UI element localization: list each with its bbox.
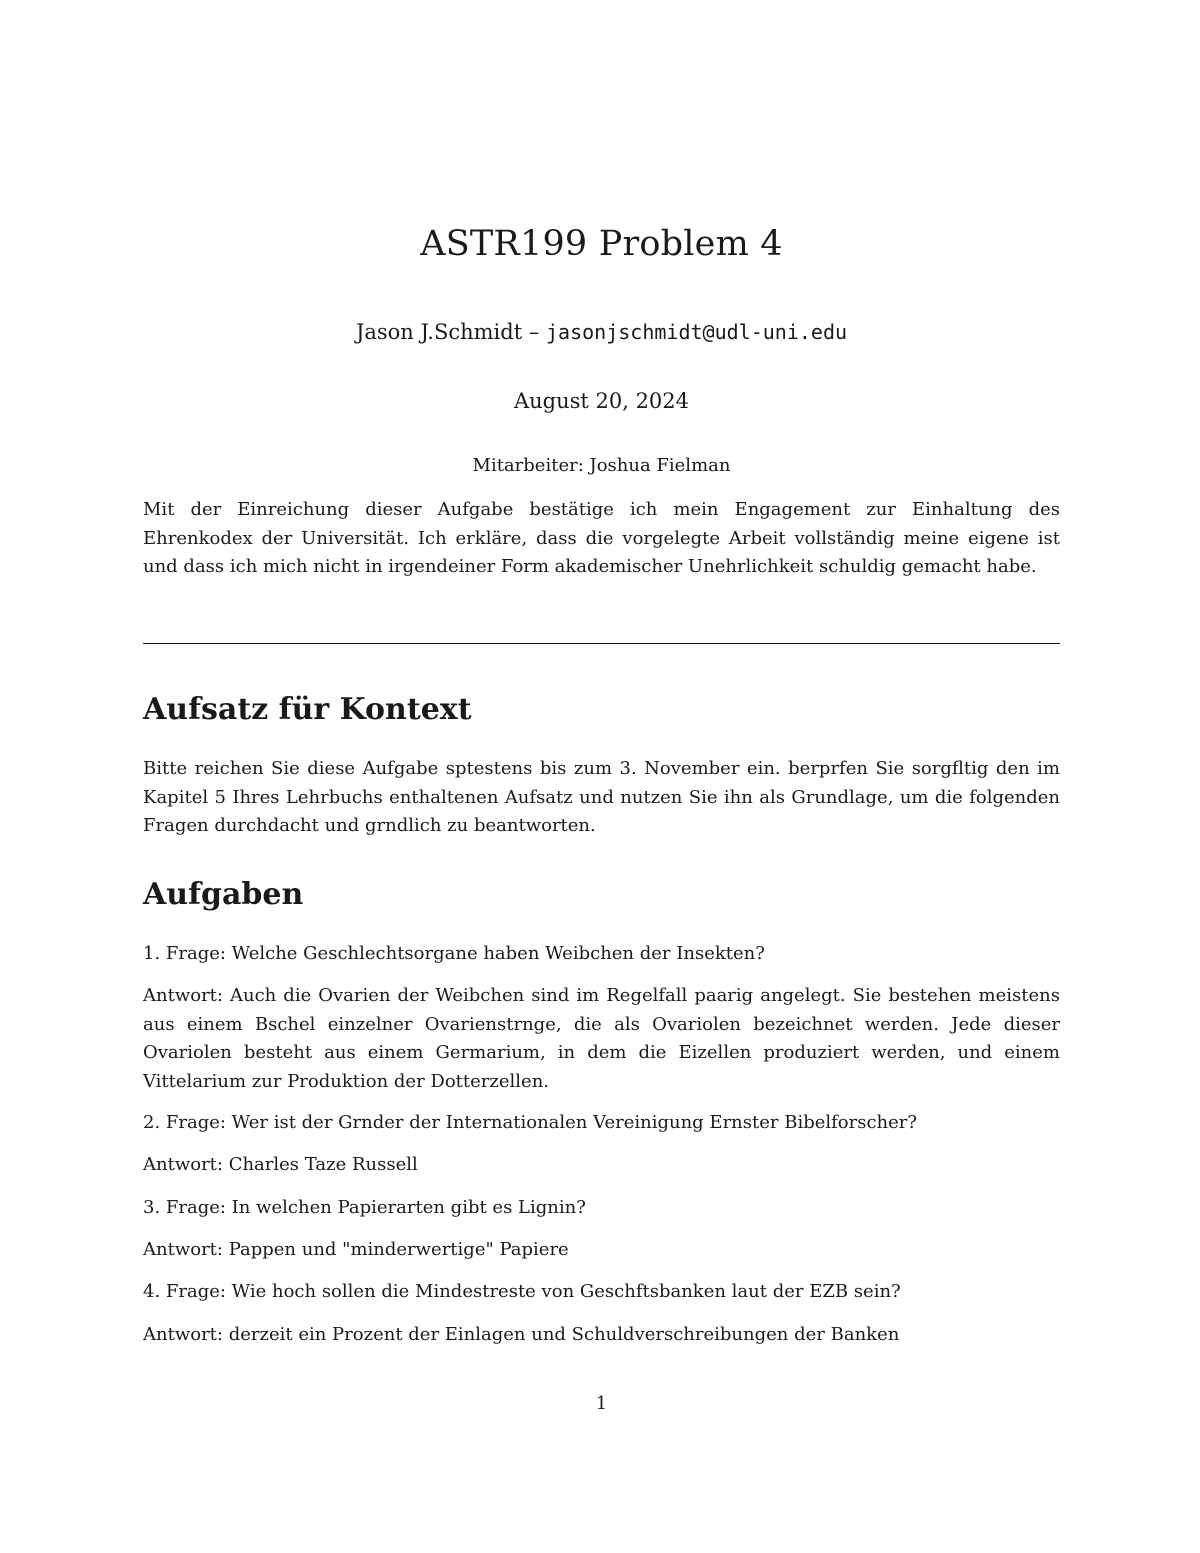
answer-3: Antwort: Pappen und "minderwertige" Papiere [143,1239,569,1260]
question-4: 4. Frage: Wie hoch sollen die Mindestreste von Geschftsbanken laut der EZB sein? [143,1281,901,1302]
document-title: ASTR199 Problem 4 [420,224,783,264]
tasks-heading: Aufgaben [143,877,304,912]
document-page [143,0,1060,1553]
answer-1: Antwort: Auch die Ovarien der Weibchen sind im Regelfall paarig angelegt. Sie bestehen meistens aus einem Bschel einzelner Ovarienstrnge, die als Ovariolen bezeichnet werden. Jede dieser Ovariolen besteht aus einem Germarium, in dem die Eizellen produziert werden, und einem Vittelarium zur Produktion der Dotterzellen. [143,985,1060,1092]
author-separator: – [522,320,547,344]
honor-statement: Mit der Einreichung dieser Aufgabe bestätige ich mein Engagement zur Einhaltung des Ehrenkodex der Universität. Ich erkläre, dass die vorgelegte Arbeit vollständig meine eigene ist und dass ich mich nicht in irgendeiner Form akademischer Unehrlichkeit schuldig gemacht habe. [143,499,1060,577]
answer-4: Antwort: derzeit ein Prozent der Einlagen und Schuldverschreibungen der Banken [143,1324,900,1345]
horizontal-rule [143,643,1060,644]
collaborators: Mitarbeiter: Joshua Fielman [472,455,731,476]
page-number: 1 [595,1393,608,1414]
question-3: 3. Frage: In welchen Papierarten gibt es Lignin? [143,1197,586,1218]
document-date: August 20, 2024 [513,389,690,413]
author-line [143,320,1060,344]
author-email: jasonjschmidt@udl-uni.edu [546,320,848,344]
question-1: 1. Frage: Welche Geschlechtsorgane haben Weibchen der Insekten? [143,943,765,964]
question-2: 2. Frage: Wer ist der Grnder der Internationalen Vereinigung Ernster Bibelforscher? [143,1112,918,1133]
author-name: Jason J.Schmidt [355,320,523,344]
answer-2: Antwort: Charles Taze Russell [143,1154,418,1175]
context-heading: Aufsatz für Kontext [143,692,472,727]
context-paragraph: Bitte reichen Sie diese Aufgabe sptestens bis zum 3. November ein. berprfen Sie sorgfltig den im Kapitel 5 Ihres Lehrbuchs enthaltenen Aufsatz und nutzen Sie ihn als Grundlage, um die folgenden Fragen durchdacht und grndlich zu beantworten. [143,758,1060,836]
